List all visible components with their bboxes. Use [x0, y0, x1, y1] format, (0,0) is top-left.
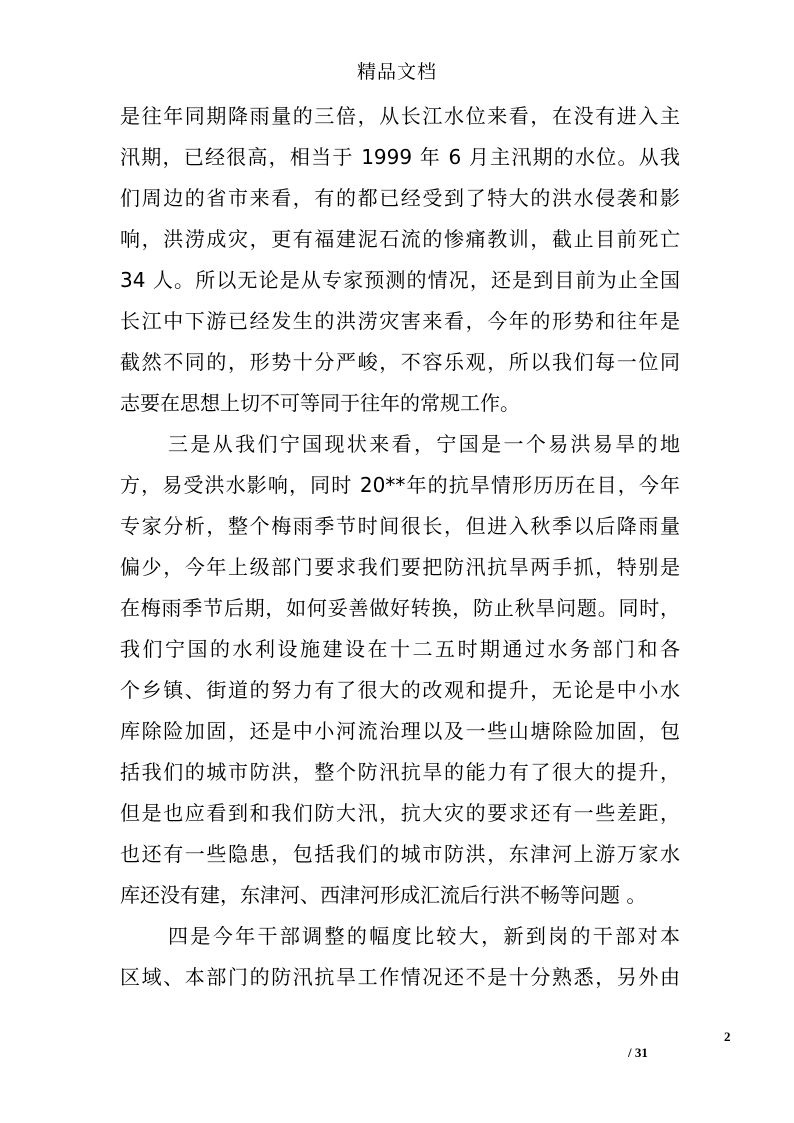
paragraph-line: 34 人。所以无论是从专家预测的情况，还是到目前为止全国	[120, 268, 680, 292]
paragraph-line: 长江中下游已经发生的洪涝灾害来看，今年的形势和往年是	[120, 309, 680, 333]
paragraph-line: 们周边的省市来看，有的都已经受到了特大的洪水侵袭和影	[120, 186, 680, 210]
paragraph-line: 志要在思想上切不可等同于往年的常规工作。	[120, 391, 520, 415]
paragraph-line: 截然不同的，形势十分严峻，不容乐观，所以我们每一位同	[120, 350, 680, 374]
paragraph-line: 在梅雨季节后期，如何妥善做好转换，防止秋旱问题。同时，	[120, 596, 680, 620]
paragraph-line: 方，易受洪水影响，同时 20**年的抗旱情形历历在目，今年	[120, 473, 680, 497]
paragraph-line: 个乡镇、街道的努力有了很大的改观和提升，无论是中小水	[120, 678, 680, 702]
paragraph-line: 但是也应看到和我们防大汛，抗大灾的要求还有一些差距，	[120, 801, 680, 825]
page-number: 2	[724, 1029, 731, 1044]
page-header-title: 精品文档	[356, 61, 437, 83]
document-body	[120, 96, 680, 998]
paragraph-line: 括我们的城市防洪，整个防汛抗旱的能力有了很大的提升，	[120, 760, 680, 784]
paragraph-line: 三是从我们宁国现状来看，宁国是一个易洪易旱的地	[168, 432, 680, 456]
paragraph-line: 响，洪涝成灾，更有福建泥石流的惨痛教训，截止目前死亡	[120, 227, 680, 251]
page-count: / 31	[628, 1045, 648, 1060]
paragraph-line: 汛期，已经很高，相当于 1999 年 6 月主汛期的水位。从我	[120, 145, 680, 169]
paragraph-line: 也还有一些隐患，包括我们的城市防洪，东津河上游万家水	[120, 842, 680, 866]
paragraph-line: 偏少，今年上级部门要求我们要把防汛抗旱两手抓，特别是	[120, 555, 680, 579]
paragraph-line: 是往年同期降雨量的三倍，从长江水位来看，在没有进入主	[120, 104, 680, 128]
paragraph-line: 区域、本部门的防汛抗旱工作情况还不是十分熟悉，另外由	[120, 965, 680, 989]
paragraph-line: 我们宁国的水利设施建设在十二五时期通过水务部门和各	[120, 637, 680, 661]
paragraph-line: 库还没有建，东津河、西津河形成汇流后行洪不畅等问题 。	[120, 883, 647, 907]
paragraph-line: 四是今年干部调整的幅度比较大，新到岗的干部对本	[168, 924, 680, 948]
paragraph-line: 专家分析，整个梅雨季节时间很长，但进入秋季以后降雨量	[120, 514, 680, 538]
paragraph-line: 库除险加固，还是中小河流治理以及一些山塘除险加固，包	[120, 719, 680, 743]
